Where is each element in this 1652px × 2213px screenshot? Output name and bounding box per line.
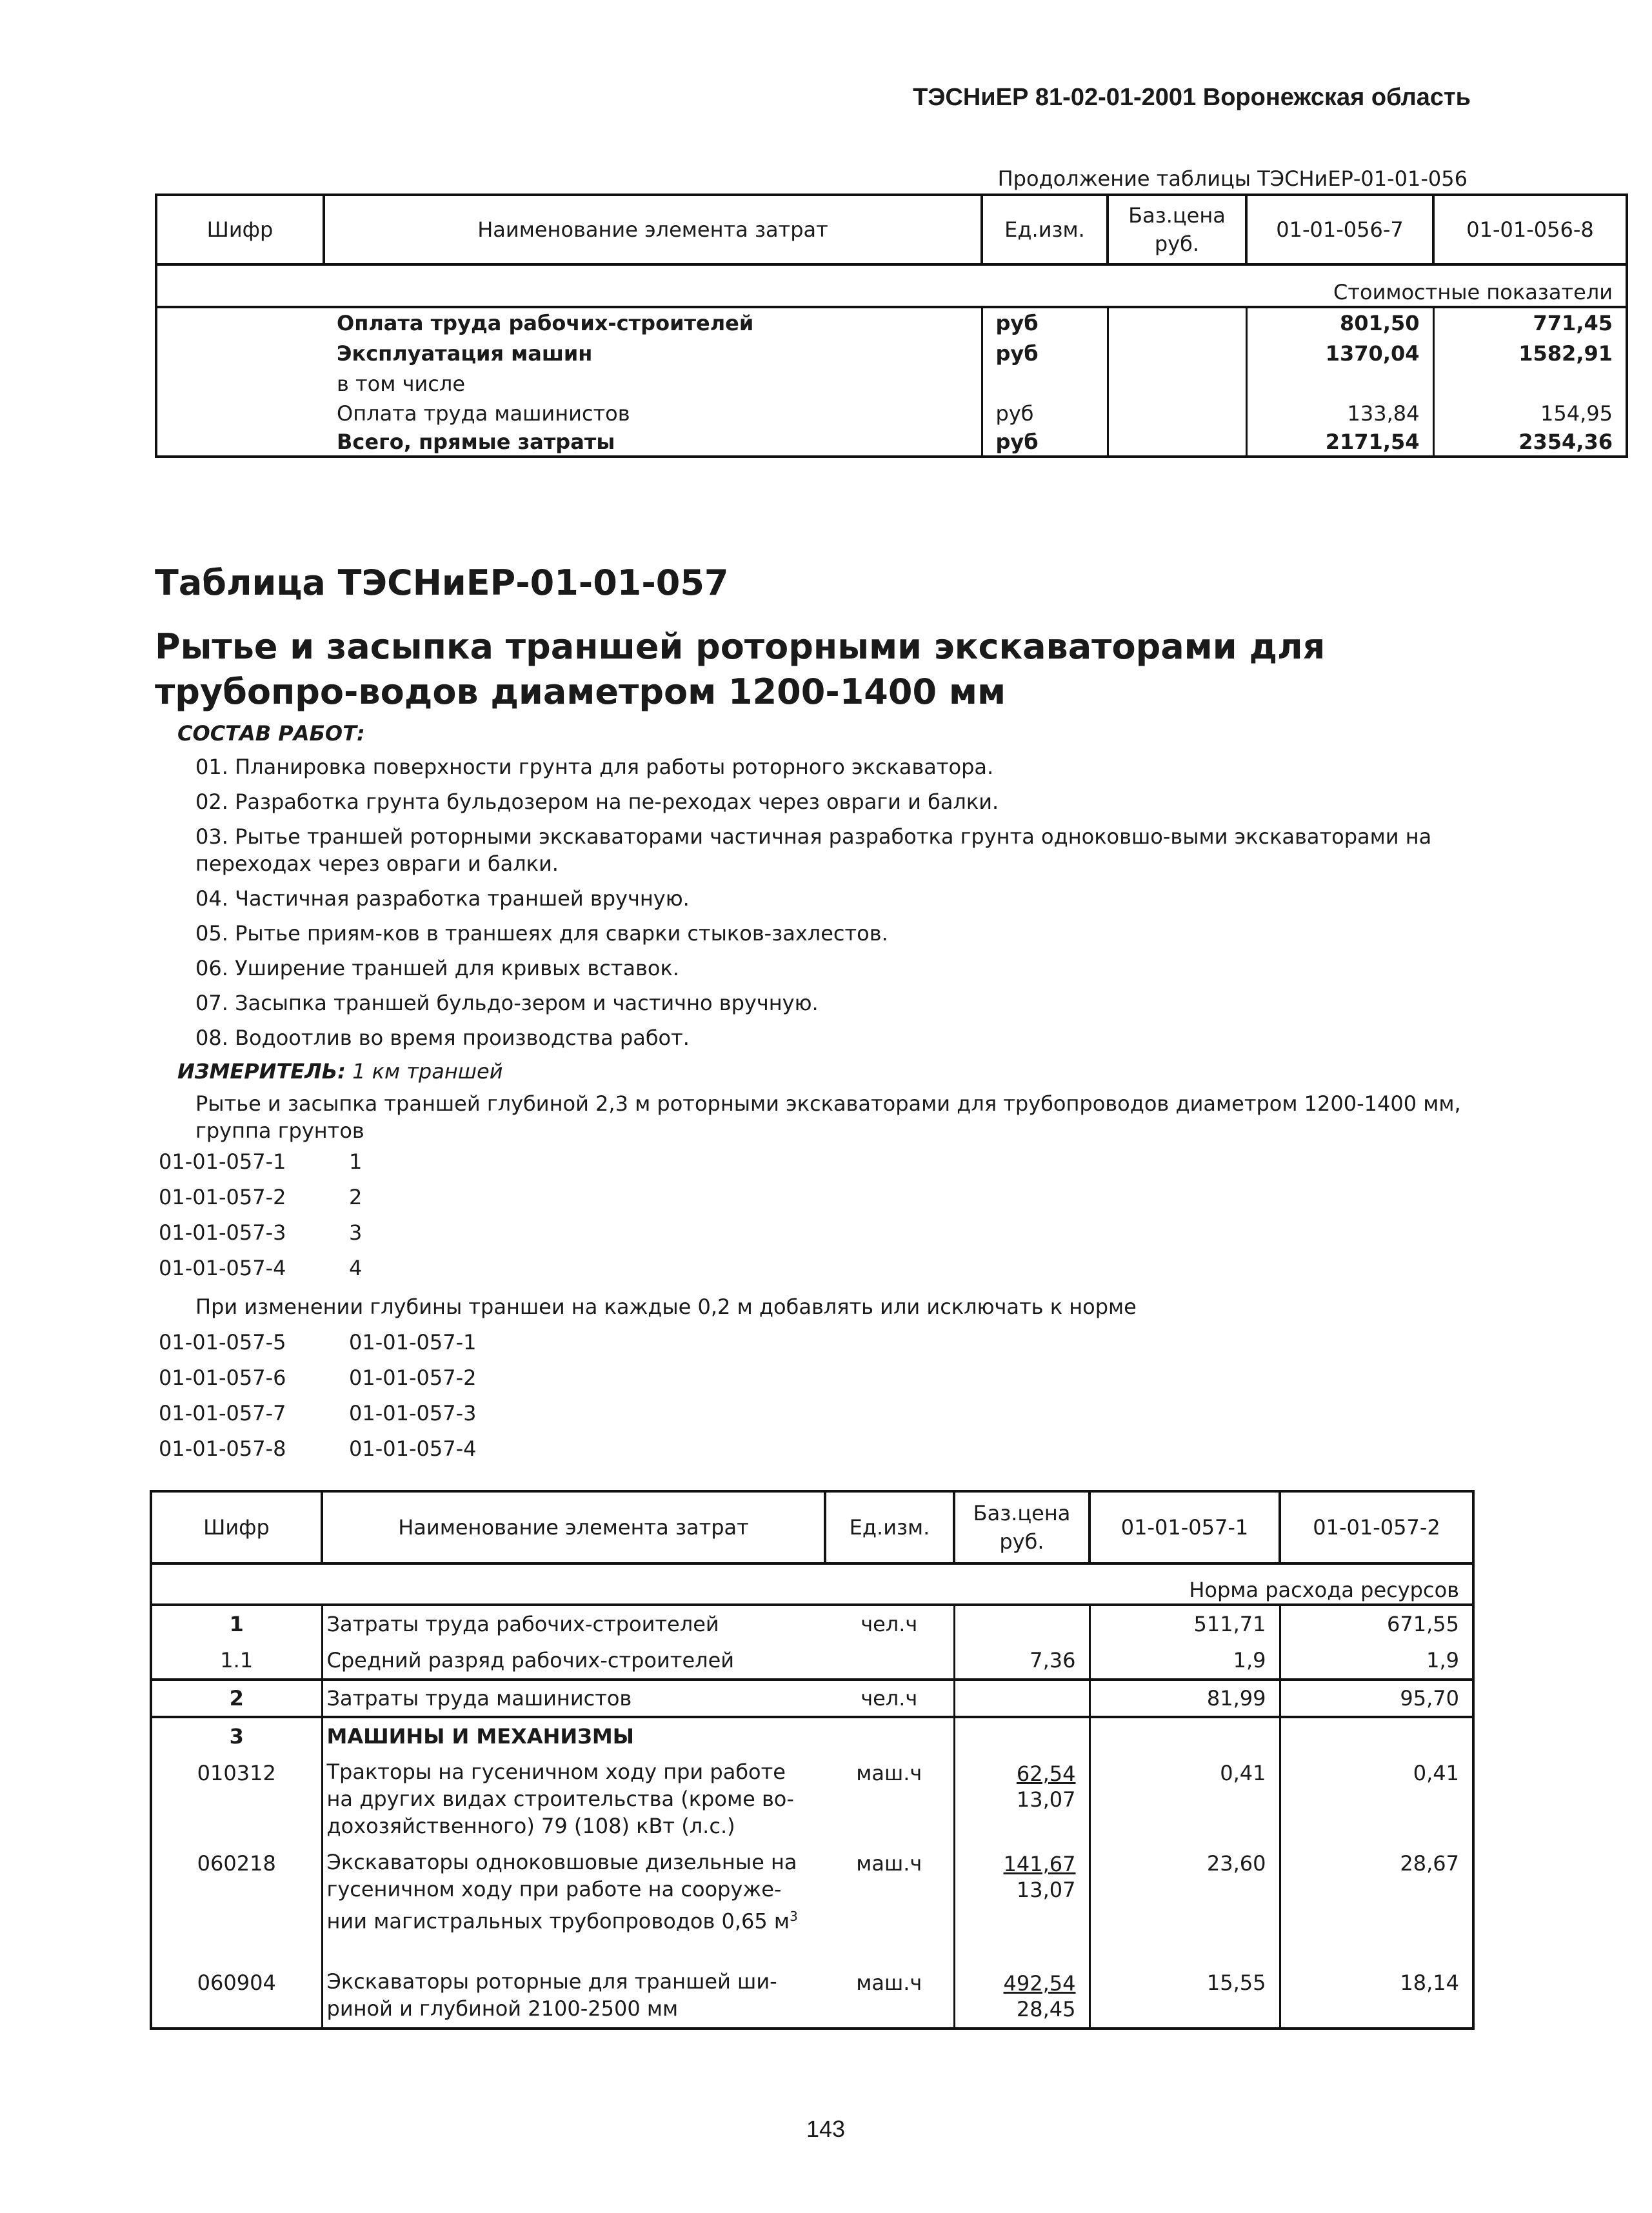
resource-table-057 <box>150 1490 1475 2030</box>
code: 01-01-057-1 <box>159 1149 286 1174</box>
row-name: Всего, прямые затраты <box>337 430 615 454</box>
code-row <box>159 1219 362 1255</box>
code-value: 2 <box>349 1185 363 1209</box>
header-code: Шифр <box>151 1491 322 1563</box>
row-value-2: 671,55 <box>1280 1605 1473 1642</box>
row-code: 2 <box>151 1680 322 1717</box>
continuation-label: Продолжение таблицы ТЭСНиЕР-01-01-056 <box>997 166 1468 191</box>
table-row <box>151 1680 1473 1717</box>
composition-heading: СОСТАВ РАБОТ: <box>177 721 365 746</box>
row-value-1: 1370,04 <box>1246 338 1433 369</box>
composition-item: 05. Рытье приям-ков в траншеях для сварки стыков-захлестов. <box>195 921 888 946</box>
row-value-2: 1,9 <box>1280 1642 1473 1680</box>
running-header: ТЭСНиЕР 81-02-01-2001 Воронежская область <box>913 84 1471 111</box>
row-name: Оплата труда рабочих-строителей <box>324 307 982 338</box>
table-row <box>151 1754 1473 1845</box>
row-unit: руб <box>982 399 1108 428</box>
row-value-1: 0,41 <box>1090 1754 1280 1845</box>
price-top: 62,54 <box>1016 1761 1076 1786</box>
row-value-1: 133,84 <box>1246 399 1433 428</box>
depth-note: При изменении глубины траншеи на каждые 0,2 м добавлять или исключать к норме <box>195 1295 1137 1319</box>
table-subtitle: Рытье и засыпка траншей роторными экскаваторами для трубопро-водов диаметром 1200-1400 мм <box>155 626 1326 712</box>
code: 01-01-057-7 <box>159 1401 286 1425</box>
cost-table-056 <box>155 194 1628 458</box>
row-value-1: 23,60 <box>1090 1845 1280 1964</box>
row-value-2: 771,45 <box>1433 307 1627 338</box>
code-row <box>159 1400 477 1435</box>
table-title: Таблица ТЭСНиЕР-01-01-057 <box>155 562 729 603</box>
table-row <box>156 428 1627 457</box>
code-value: 01-01-057-4 <box>349 1436 477 1461</box>
price-top: 492,54 <box>1003 1971 1076 1996</box>
table-row <box>156 399 1627 428</box>
header-name: Наименование элемента затрат <box>324 195 982 264</box>
row-price <box>954 1845 1090 1964</box>
code-value: 4 <box>349 1256 363 1280</box>
header-col-1: 01-01-056-7 <box>1246 195 1433 264</box>
composition-item: 06. Уширение траншей для кривых вставок. <box>195 956 679 980</box>
row-unit: руб <box>982 307 1108 338</box>
composition-item: 02. Разработка грунта бульдозером на пе-реходах через овраги и балки. <box>195 789 999 814</box>
code-value: 01-01-057-3 <box>349 1401 477 1425</box>
row-unit: маш.ч <box>856 1851 922 1876</box>
code: 01-01-057-2 <box>159 1185 286 1209</box>
table-row <box>151 1717 1473 1754</box>
code-value: 01-01-057-1 <box>349 1330 477 1355</box>
row-name: Средний разряд рабочих-строителей <box>322 1642 825 1680</box>
header-price: Баз.цена руб. <box>954 1491 1090 1563</box>
row-code: 060218 <box>197 1851 276 1876</box>
row-name: МАШИНЫ И МЕХАНИЗМЫ <box>322 1717 825 1754</box>
composition-item: 07. Засыпка траншей бульдо-зером и частично вручную. <box>195 991 819 1015</box>
header-name: Наименование элемента затрат <box>322 1491 825 1563</box>
composition-list <box>195 753 1460 1051</box>
section-label: Норма расхода ресурсов <box>1189 1578 1459 1602</box>
code: 01-01-057-6 <box>159 1365 286 1390</box>
code: 01-01-057-4 <box>159 1256 286 1280</box>
composition-item: 04. Частичная разработка траншей вручную. <box>195 886 690 911</box>
measure-line <box>177 1059 503 1084</box>
row-value-1: 15,55 <box>1090 1964 1280 2029</box>
code-row <box>159 1148 362 1184</box>
row-unit: маш.ч <box>856 1761 922 1785</box>
row-name: Тракторы на гусеничном ходу при работе на других видах строительства (кроме во-дохозяйственного) 79 (108) кВт (л.с.) <box>322 1754 825 1845</box>
code-row <box>159 1255 362 1290</box>
row-code: 060904 <box>197 1970 276 1995</box>
code-row <box>159 1364 477 1400</box>
row-value-2: 18,14 <box>1280 1964 1473 2029</box>
row-code: 1.1 <box>151 1642 322 1680</box>
row-value-2: 95,70 <box>1280 1680 1473 1717</box>
header-col-2: 01-01-056-8 <box>1433 195 1627 264</box>
measure-heading: ИЗМЕРИТЕЛЬ: <box>177 1059 346 1084</box>
row-value-2: 2354,36 <box>1433 428 1627 457</box>
row-value-2: 1582,91 <box>1433 338 1627 369</box>
row-value-1: 1,9 <box>1090 1642 1280 1680</box>
row-unit: маш.ч <box>856 1970 922 1995</box>
code-value: 3 <box>349 1220 363 1245</box>
row-price <box>954 1964 1090 2029</box>
code-list-2 <box>159 1329 477 1471</box>
row-name: Затраты труда рабочих-строителей <box>322 1605 825 1642</box>
row-name <box>322 1845 825 1964</box>
code: 01-01-057-3 <box>159 1220 286 1245</box>
code-row <box>159 1184 362 1219</box>
row-name: Оплата труда машинистов <box>337 401 630 426</box>
code: 01-01-057-5 <box>159 1330 286 1355</box>
row-value-1: 2171,54 <box>1246 428 1433 457</box>
header-code: Шифр <box>156 195 324 264</box>
row-value-2: 154,95 <box>1433 399 1627 428</box>
row-price <box>954 1754 1090 1845</box>
row-code: 3 <box>229 1724 244 1749</box>
table-row <box>156 369 1627 399</box>
price-bottom: 13,07 <box>1016 1878 1076 1902</box>
row-price: 7,36 <box>954 1642 1090 1680</box>
page-number: 143 <box>806 2116 846 2142</box>
row-value-2: 28,67 <box>1280 1845 1473 1964</box>
table-row <box>151 1642 1473 1680</box>
code-row <box>159 1435 477 1471</box>
code-row <box>159 1329 477 1364</box>
code: 01-01-057-8 <box>159 1436 286 1461</box>
price-bottom: 28,45 <box>1016 1997 1076 2021</box>
row-unit: чел.ч <box>825 1605 954 1642</box>
composition-item: 03. Рытье траншей роторными экскаваторами частичная разработка грунта одноковшо-выми экскаваторами на переходах через овраги и балки. <box>195 824 1432 876</box>
table-row <box>151 1845 1473 1964</box>
row-name-text: Экскаваторы одноковшовые дизельные на гусеничном ходу при работе на сооруже-нии магистральных трубопроводов 0,65 м <box>326 1850 797 1934</box>
row-code: 010312 <box>197 1761 276 1785</box>
description: Рытье и засыпка траншей глубиной 2,3 м роторными экскаваторами для трубопроводов диаметром 1200-1400 мм, группа грунтов <box>195 1091 1461 1143</box>
code-list <box>159 1148 362 1290</box>
header-unit: Ед.изм. <box>982 195 1108 264</box>
table-row <box>151 1964 1473 2029</box>
code-value: 01-01-057-2 <box>349 1365 477 1390</box>
row-name: Экскаваторы роторные для траншей ши-риной и глубиной 2100-2500 мм <box>322 1964 825 2029</box>
row-code: 1 <box>151 1605 322 1642</box>
row-value-1: 801,50 <box>1246 307 1433 338</box>
composition-item: 08. Водоотлив во время производства работ. <box>195 1026 690 1050</box>
row-unit: чел.ч <box>825 1680 954 1717</box>
row-name: Затраты труда машинистов <box>322 1680 825 1717</box>
row-name-sup: 3 <box>790 1909 798 1924</box>
price-top: 141,67 <box>1003 1852 1076 1876</box>
table-row <box>151 1605 1473 1642</box>
header-col-1: 01-01-057-1 <box>1090 1491 1280 1563</box>
row-value-1: 511,71 <box>1090 1605 1280 1642</box>
row-unit: руб <box>982 428 1108 457</box>
header-col-2: 01-01-057-2 <box>1280 1491 1473 1563</box>
price-bottom: 13,07 <box>1016 1787 1076 1812</box>
row-name: Эксплуатация машин <box>337 341 593 366</box>
code-value: 1 <box>349 1149 363 1174</box>
header-price: Баз.цена руб. <box>1108 195 1246 264</box>
table-row <box>156 307 1627 338</box>
row-unit: руб <box>982 338 1108 369</box>
row-value-1: 81,99 <box>1090 1680 1280 1717</box>
row-value-2: 0,41 <box>1280 1754 1473 1845</box>
table-row <box>156 338 1627 369</box>
section-label: Стоимостные показатели <box>1333 280 1613 304</box>
measure-value: 1 км траншей <box>352 1059 503 1084</box>
composition-item: 01. Планировка поверхности грунта для работы роторного экскаватора. <box>195 755 994 779</box>
row-name: в том числе <box>337 372 465 396</box>
header-unit: Ед.изм. <box>825 1491 954 1563</box>
